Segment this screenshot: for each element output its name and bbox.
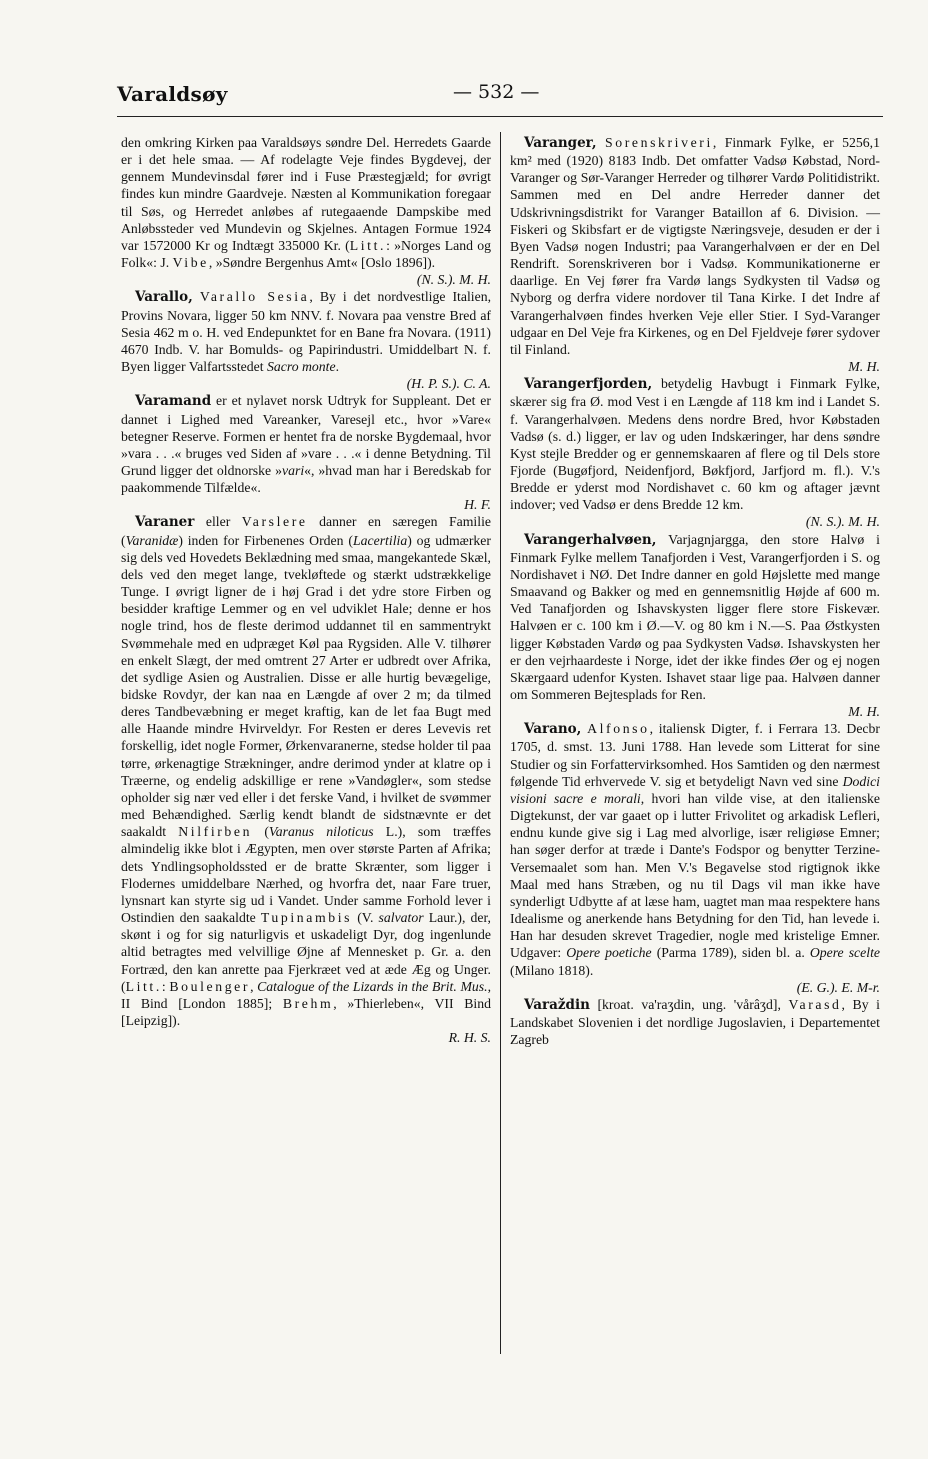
entry-signature: (N. S.). M. H.: [805, 514, 880, 530]
entry-varanger: [510, 134, 880, 375]
entry-text: «, »hvad man har i Beredskab for paakommende Tilfælde«.: [121, 462, 491, 496]
entry-text: , »Søndre Bergenhus Amt« [Oslo 1896]).: [208, 255, 436, 271]
entry-varangerhalvoen: [510, 531, 880, 721]
entry-text: (: [252, 824, 269, 840]
entry-text: betydelig Havbugt i Finmark Fylke, skærer sig fra Ø. mod Vest i en Længde af 118 km ind i Landet S. f. Varangerhalvøen. Medens dens nordre Bred, hvor Købstaden Vadsø (s. d.) ligger, er lav og uden Indskæringer, har dens søndre Kyst stejle Bredder og er gennemskaaren af flere og til Dels store Fjorde (Bugøfjord, Neidenfjord, Bøkfjord, Jarfjord m. fl.). V.'s Bredde er yderst mod Nordishavet c. 60 km og aftager jævnt indover; ved Vadsø er dens Bredde 12 km.: [510, 376, 880, 513]
italic-term: salvator: [378, 910, 424, 926]
entry-varano: [510, 720, 880, 996]
entry-text: , Finmark Fylke, er 5256,1 km² med (1920) 8183 Indb. Det omfatter Vadsø Købstad, Nord-Varanger og Sør-Varanger Herreder og tilhører Vardø Politidistrikt. Sammen med en Del andre Herreder danner det Udskrivningsdistrikt for Varanger Bataillon af 6. Division. — Fiskeri og Skibsfart er de vigtigste Næringsveje, desuden er der i Byen Vadsø nogen Industri; paa Varangerhalvøen er der en Del Rendrift. Sorenskriveren bor i Vadsø. Kommunikationerne er daarlige. En Vej fører fra Vardø langs Sydkysten til Vadsø og Nyborg og derfra videre nordover til Tana Kirke. I det Indre af Varangerhalvøen findes hverken Veje eller Stier. I Syd-Varanger udgaar en Del Veje fra Kirkenes, og en Del Fjeldveje fører sydover til Finland.: [510, 135, 880, 357]
entry-text: , By i Landskabet Slovenien i det nordlige Jugoslavien, i Departementet Zagreb: [510, 996, 880, 1048]
litt-label: Litt.: [125, 978, 162, 994]
entry-varangerfjorden: [510, 375, 880, 530]
italic-title: Dodici visioni sacre e morali: [510, 773, 880, 806]
entry-text: , By i det nordvestlige Italien, Provins Novara, ligger 50 km NNV. f. Novara paa venstre Bred af Sesia 462 m o. H. ved Endepunktet for en Bane fra Novara. (1911) 4670 Indb. V. har Bomulds- og Papirindustri. Umiddelbart N. f. Byen ligger Valfartsstedet: [121, 289, 492, 375]
entry-text: .: [335, 359, 340, 375]
entry-varaner: [121, 513, 491, 1046]
entry-headword: Varaždin: [524, 996, 590, 1013]
entry-text: den omkring Kirken paa Varaldsøys søndre Del. Herredets Gaarde er i det hele smaa. — Af rodelagte Veje findes Bygdevej, der gennem Mundevinsdal fører ind i Fuse Præstegjæld; for øvrigt findes kun mindre Gaardveje. Næsten al Kommunikation foregaar til Søs, og Herredet anløbes af rutegaaende Dampskibe med Anløbssteder ved Mundevin og Skjelnes. Antagen Formue 1924 var 1572000 Kr og Indtægt 335000 Kr. (: [121, 135, 491, 253]
entry-headword: Varaner: [135, 514, 195, 531]
entry-text: (V.: [352, 910, 379, 926]
entry-headword: Varangerhalvøen,: [524, 531, 657, 548]
entry-signature: (E. G.). E. M-r.: [796, 979, 880, 995]
author-name: Vibe: [172, 255, 209, 271]
entry-headword: Varallo,: [135, 289, 193, 306]
italic-title: Opere scelte: [809, 945, 880, 961]
running-header: [117, 74, 884, 110]
entry-text: L.), som træffes almindelig ikke blot i Ægypten, men over største Parten af Afrika; dets Yndlingsopholdssted er de bratte Skrænter, som ligger i Flodernes umiddelbare Nærhed, og hvorfra det, naar Fare truer, lynsnart kan styrte sig ud i Vandet. Under samme Forhold lever i Ostindien den saakaldte: [121, 824, 491, 926]
italic-term: Varanidæ: [125, 532, 179, 548]
entry-text: , hvori han vilde vise, at den italienske Digtekunst, der var gaaet op i lutter Frivolitet og arkadisk Lefleri, endnu kunde give sig i Lag med alvorlige, især religiøse Emner; han søger derfor at træde i Dante's Fodspor og benytter Terzine-Versemaalet som han. Men V.'s Begavelse stod rigtignok ikke Maal med hans Stræben, og nu til Dags vil man ikke have synderligt Udbytte af at læse ham, uagtet man maa respektere hans Idealisme og anerkende hans Betydning for den Tid, han levede i. Han har desuden skrevet Tragedier, nogle med kristelige Emner. Udgaver:: [510, 790, 880, 961]
entry-text: Laur.), der, skønt i og for sig naturligvis et uskadeligt Dyr, dog ingenlunde altid betragtes med velvillige Øjne af Mennesket p. Gr. a. den Fortræd, den kan anrette paa Fjerkræet ved at æde Æg og Unger. (: [121, 910, 491, 994]
spaced-name: Tupinambis: [260, 910, 353, 926]
entry-text: , »Thierleben«, VII Bind [Leipzig]).: [121, 995, 491, 1028]
entry-text: : »Norges Land og Folk«: J.: [121, 237, 491, 271]
spaced-name: Alfonso: [587, 721, 650, 737]
spaced-name: Nilfirben: [178, 824, 253, 840]
entry-continuation: [121, 134, 491, 288]
italic-term: vari: [281, 462, 305, 478]
entry-text: ,: [250, 978, 258, 994]
entry-text: , II Bind [London 1885];: [121, 978, 492, 1011]
entry-text: :: [161, 978, 170, 994]
spaced-name: Sorenskriveri: [605, 135, 713, 150]
entry-signature: M. H.: [848, 704, 880, 720]
spaced-name: Varallo Sesia: [199, 289, 310, 305]
entry-varallo: [121, 288, 491, 392]
entry-signature: R. H. S.: [448, 1030, 491, 1046]
entry-text: , italiensk Digter, f. i Ferrara 13. Decbr 1705, d. smst. 13. Juni 1788. Han levede som Litterat for sine Studier og sin Forfattervirksomhed. Hos Samtiden og den nærmest følgende Tid erhvervede V. sig et betydeligt Navn ved sine: [510, 721, 880, 789]
author-name: Brehm: [282, 995, 334, 1011]
italic-term: Sacro monte: [267, 359, 336, 375]
italic-title: Opere poetiche: [566, 945, 652, 961]
italic-term: Varanus niloticus: [268, 824, 374, 840]
author-name: Boulenger: [169, 978, 251, 994]
entry-text: eller: [194, 514, 242, 530]
entry-text: [kroat. va'raʒdin, ung. 'vårâʒd],: [589, 996, 789, 1012]
entry-headword: Varanger,: [524, 135, 597, 151]
entry-varamand: [121, 392, 491, 513]
right-column: [510, 134, 880, 1048]
entry-headword: Varano,: [524, 721, 582, 738]
entry-text: ) og udmærker sig dels ved Hovedets Beklædning med smaa, mangekantede Skæl, dels ved den meget lange, tvekløftede og stærkt udstrækkelige Tunge. I øvrigt ligner de i høj Grad i det ydre store Firben og besidder kraftige Lemmer og en vel udviklet Hale; denne er hos nogle trind, hos de fleste derimod uddannet til en sammentrykt Svømmehale med en udpræget Køl paa Rygsiden. Alle V. tilhører en enkelt Slægt, der med omtrent 27 Arter er udbredt over Afrika, det sydlige Asien og Australien. Disse er alle hurtig bevægelige, bidske Rovdyr, der kan naa en Længde af over 2 m; da tilmed deres Tandbevæbning er meget kraftig, kan de let faa Bugt med alle Haande mindre Hvirveldyr. For Resten er deres Levevis ret forskellig, idet nogle Former, Ørkenvaranerne, stedse holder til paa tørre, ørkenagtige Strækninger, andre derimod ynder at klatre op i Træerne, og endelig adskillige er rene »Vandøgler«, som stedse opholder sig nær ved eller i det ferske Vand, i hvilket de svømmer med Behændighed. Særlig kendt blandt de sidstnævnte er det saakaldt: [121, 532, 491, 840]
italic-title: Catalogue of the Lizards in the Brit. Mus.: [257, 978, 488, 994]
entry-text: er et nylavet norsk Udtryk for Suppleant. Det er dannet i Lighed med Vareanker, Varesejl etc., hvor »Vare« betegner Reserve. Formen er hentet fra de norske Bygdemaal, hvor »vara . . .« bruges ved Siden af »vare . . .« i denne Betydning. Til Grund ligger det oldnorske »: [121, 393, 491, 478]
italic-term: Lacertilia: [352, 532, 408, 548]
spaced-name: Varslere: [241, 514, 308, 530]
spaced-name: Varasd: [788, 996, 842, 1012]
entry-signature: H. F.: [464, 497, 491, 513]
column-divider: [500, 132, 501, 1354]
entry-signature: (N. S.). M. H.: [416, 272, 491, 288]
entry-text: ) inden for Firbenenes Orden (: [178, 532, 353, 548]
entry-headword: Varamand: [135, 393, 212, 410]
litt-label: Litt.: [349, 237, 387, 253]
header-rule: [117, 116, 883, 117]
entry-headword: Varangerfjorden,: [524, 376, 653, 393]
entry-varazdin: [510, 996, 880, 1048]
entry-text: danner en særegen Familie (: [121, 514, 491, 548]
entry-text: Varjagnjargga, den store Halvø i Finmark Fylke mellem Tanafjorden i Vest, Varangerfjorden i S. og Nordishavet i NØ. Det Indre danner en gold Højslette med mange Smaavand og Bakker og med en gennemsnitlig Højde af 600 m. Ved Tanafjorden og Ishavskysten ligger flere store Fiskevær. Halvøen er c. 100 km i Ø.—V. og 80 km i N.—S. Paa Østkysten ligger Købstaden Vardø og paa Sydkysten Vadsø. Ishavskysten her er den vejrhaardeste i Norge, idet der ikke findes Øer og ej nogen Skærgaard udenfor Kysten. Ishavet staar lige paa. Halvøen danner om Sommeren Bejtesplads for Ren.: [510, 531, 880, 702]
left-column: [121, 134, 491, 1046]
entry-text: (Parma 1789), siden bl. a.: [651, 945, 810, 961]
page-number: — 532 —: [453, 81, 540, 103]
running-title: Varaldsøy: [117, 82, 228, 106]
entry-signature: M. H.: [848, 359, 880, 375]
entry-text: (Milano 1818).: [510, 962, 594, 978]
entry-signature: (H. P. S.). C. A.: [406, 376, 491, 392]
